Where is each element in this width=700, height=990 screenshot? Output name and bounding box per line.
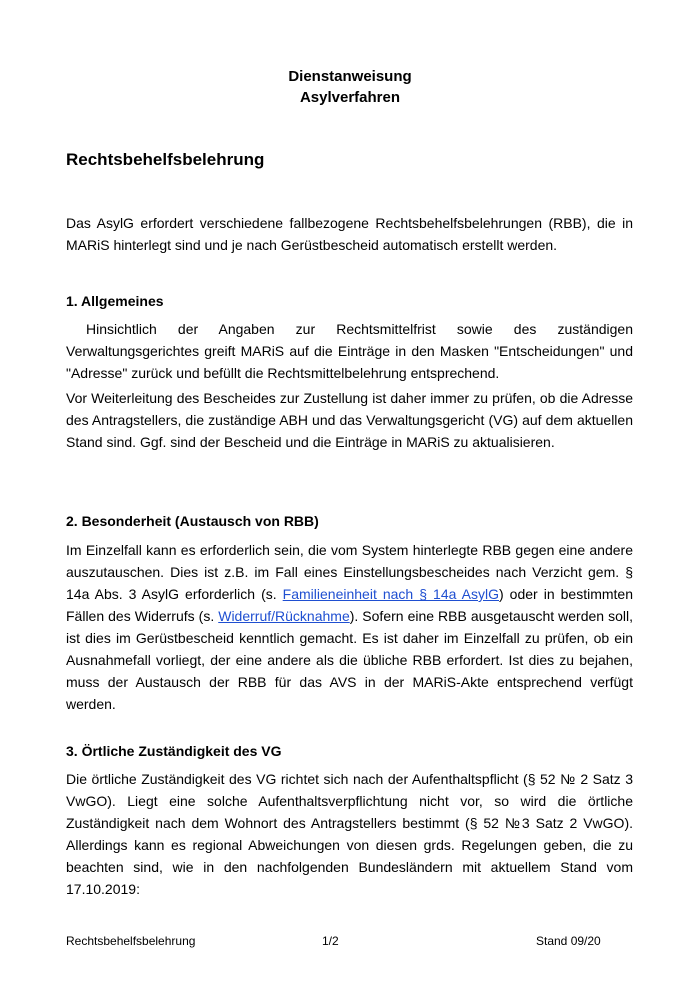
section-3-paragraph: Die örtliche Zuständigkeit des VG richtet sich nach der Aufenthaltspflicht (§ 52 № 2 Satz 3 VwGO). Liegt eine solche Aufenthaltsverpflichtung nicht vor, so wird die örtliche Zuständigkeit nach dem Wohnort des Antragstellers bestimmt (§ 52 №3 Satz 2 VwGO). Allerdings kann es regional Abweichungen von diesen grds. Regelungen geben, die zu beachten sind, wie in den nachfolgenden Bundesländern mit aktuellem Stand vom 17.10.2019: xyxy=(66,771,633,897)
section-3-heading: 3. Örtliche Zuständigkeit des VG xyxy=(66,743,282,759)
section-2-heading: 2. Besonderheit (Austausch von RBB) xyxy=(66,513,319,529)
document-title xyxy=(0,66,700,108)
page-title: Rechtsbehelfsbelehrung xyxy=(66,150,265,169)
document-title-line2: Asylverfahren xyxy=(299,89,401,106)
section-1-heading: 1. Allgemeines xyxy=(66,293,164,309)
document-title-line1: Dienstanweisung xyxy=(288,68,412,85)
intro-paragraph: Das AsylG erfordert verschiedene fallbezogene Rechtsbehelfsbelehrungen (RBB), die in MARiS hinterlegt sind und je nach Gerüstbescheid automatisch erstellt werden. xyxy=(66,215,633,253)
footer-title: Rechtsbehelfsbelehrung xyxy=(66,934,196,948)
section-2-text-c: ). Sofern eine RBB ausgetauscht werden soll, ist dies im Gerüstbescheid kenntlich gemacht. Es ist daher im Einzelfall zu prüfen, ob ein Ausnahmefall vorliegt, der eine andere als die übliche RBB erfordert. Ist dies zu bejahen, muss der Austausch der RBB für das AVS in der MARiS-Akte entsprechend verfügt werden. xyxy=(66,608,633,712)
section-2-text-a: Im Einzelfall kann es erforderlich sein, die vom System hinterlegte RBB gegen eine andere auszutauschen. Dies ist z.B. im Fall eines Einstellungsbescheides nach Verzicht gem. § 14a Abs. 3 AsylG erforderlich (s. xyxy=(66,542,633,602)
section-1-paragraph-2: Vor Weiterleitung des Bescheides zur Zustellung ist daher immer zu prüfen, ob die Adresse des Antragstellers, die zuständige ABH und das Verwaltungsgericht (VG) auf dem aktuellen Stand sind. Ggf. sind der Bescheid und die Einträge in MARiS zu aktualisieren. xyxy=(66,390,633,450)
footer-page-number: 1/2 xyxy=(322,934,339,948)
link-familieneinheit[interactable]: Familieneinheit nach § 14a AsylG xyxy=(282,586,499,602)
section-2-text-b: ) oder in bestimmten Fällen des Widerrufs (s. xyxy=(66,586,634,624)
section-1-paragraph-1: Hinsichtlich der Angaben zur Rechtsmittelfrist sowie des zuständigen Verwaltungsgerichtes greift MARiS auf die Einträge in den Masken "Entscheidungen" und "Adresse" zurück und befüllt die Rechtsmittelbelehrung entsprechend. xyxy=(66,321,633,381)
link-widerruf-ruecknahme[interactable]: Widerruf/Rücknahme xyxy=(218,608,350,624)
section-2-paragraph xyxy=(66,539,633,715)
footer-version: Stand 09/20 xyxy=(536,934,601,948)
